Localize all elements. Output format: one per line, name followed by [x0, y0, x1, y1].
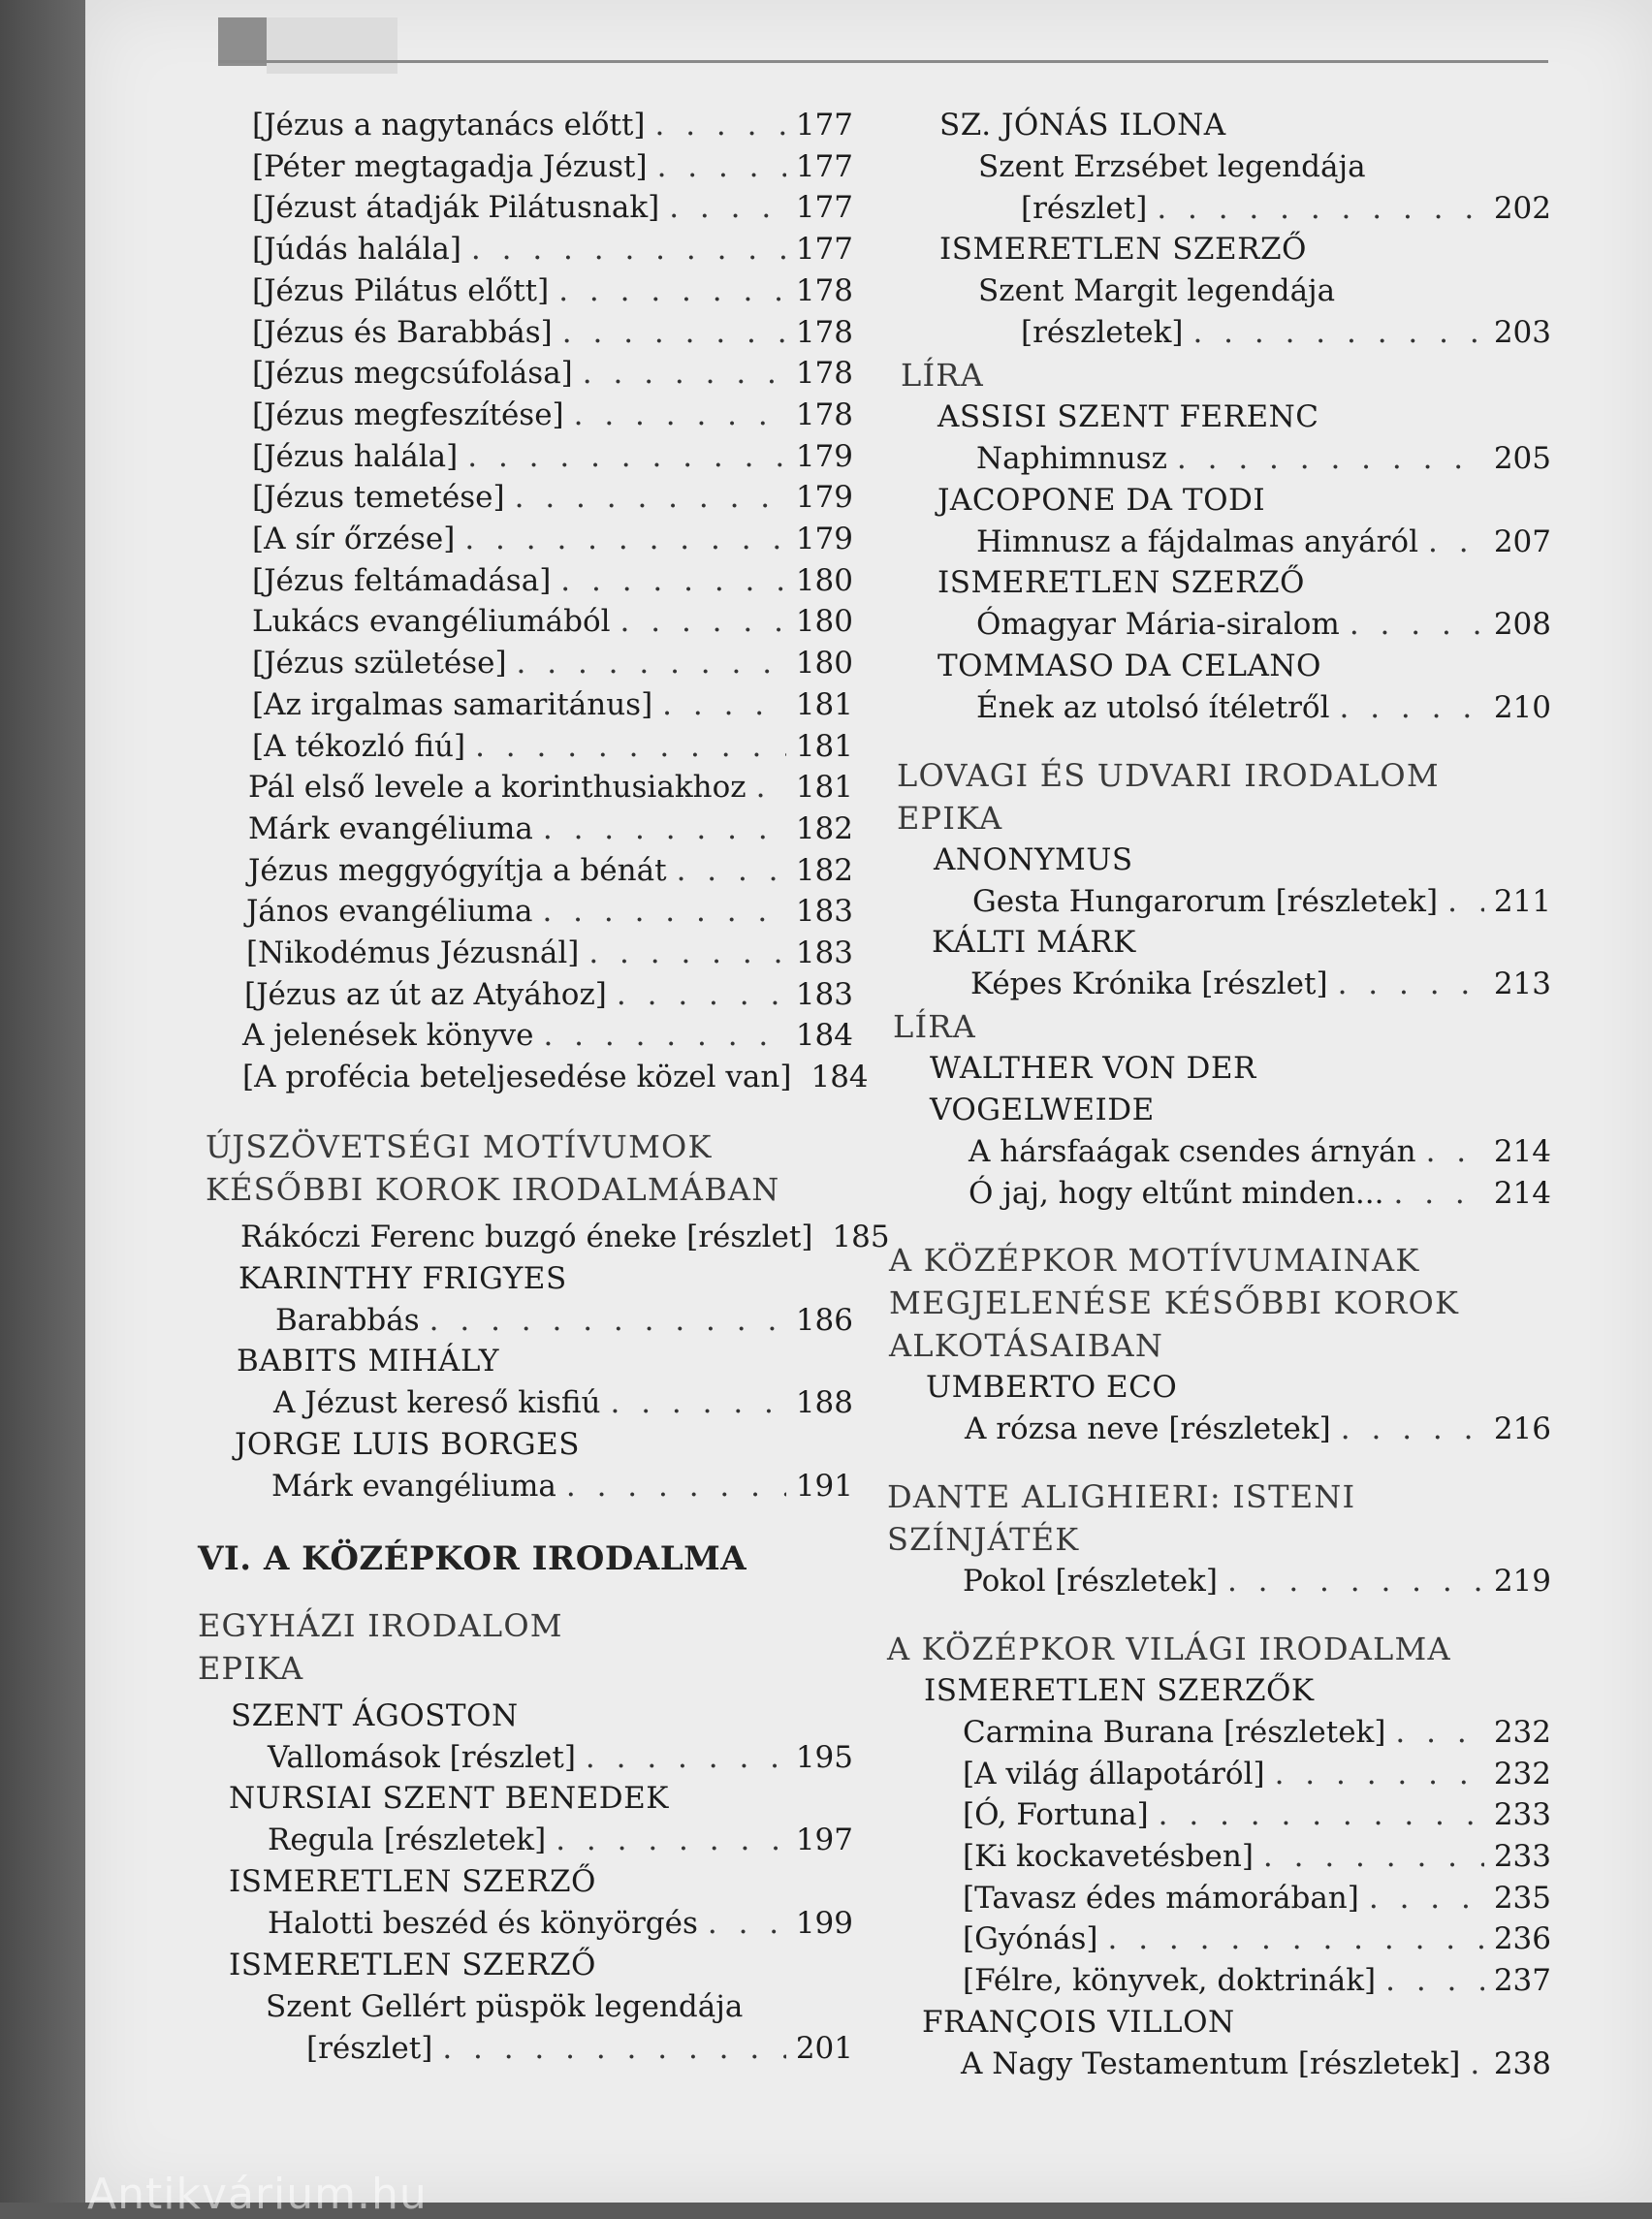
dot-leader	[1393, 1173, 1483, 1215]
toc-entry-title: [Az irgalmas samaritánus]	[252, 686, 653, 722]
toc-entry-title: Márk evangéliuma	[248, 810, 533, 846]
dot-leader	[475, 726, 786, 768]
toc-page-number: 201	[795, 2030, 853, 2066]
toc-entry-title-line: Szent Erzsébet legendája	[978, 149, 1366, 184]
dot-leader	[1340, 687, 1484, 729]
toc-entry[interactable]	[887, 1878, 1551, 1919]
toc-entry[interactable]	[887, 687, 1551, 729]
author-heading: ISMERETLEN SZERZŐ	[229, 1864, 596, 1900]
toc-entry-title: [A profécia beteljesedése közel van]	[242, 1060, 792, 1095]
toc-entry[interactable]	[887, 1409, 1551, 1450]
toc-page-number: 233	[1493, 1797, 1551, 1833]
toc-entry-title: [részlet]	[306, 2030, 433, 2066]
author-heading: WALTHER VON DER	[930, 1051, 1256, 1087]
toc-page-number: 219	[1493, 1564, 1551, 1600]
toc-entry[interactable]	[887, 1173, 1551, 1215]
toc-entry-title: [Jézus az út az Atyához]	[244, 976, 607, 1012]
toc-entry-title: [Jézus halála]	[252, 438, 459, 474]
toc-entry[interactable]	[887, 1561, 1551, 1602]
dot-leader	[655, 105, 786, 146]
dot-leader	[756, 767, 786, 808]
dot-leader	[1428, 522, 1484, 563]
toc-page-number: 180	[795, 646, 853, 682]
toc-page-number: 236	[1493, 1921, 1551, 1957]
dot-leader	[542, 891, 785, 933]
toc-entry-title: A hársfaágak csendes árnyán	[969, 1134, 1416, 1170]
author-heading: KÁLTI MÁRK	[932, 925, 1136, 961]
toc-page-number: 182	[795, 810, 853, 846]
toc-entry[interactable]	[194, 601, 853, 643]
dot-leader	[562, 312, 786, 354]
author-heading: ISMERETLEN SZERZŐ	[939, 232, 1307, 268]
toc-page-number: 186	[795, 1302, 853, 1338]
spacer	[887, 1450, 1551, 1475]
watermark: Antikvárium.hu	[87, 2170, 428, 2219]
spacer	[887, 1602, 1551, 1628]
toc-entry-title: Regula [részletek]	[268, 1823, 547, 1858]
author-heading: TOMMASO DA CELANO	[937, 648, 1321, 683]
toc-entry-title: Himnusz a fájdalmas anyáról	[976, 523, 1418, 559]
toc-entry-title: Ó jaj, hogy eltűnt minden...	[969, 1175, 1384, 1211]
dot-leader	[1108, 1918, 1484, 1960]
toc-entry[interactable]	[194, 643, 853, 684]
page-gutter	[0, 0, 85, 2203]
toc-entry-title: Carmina Burana [részletek]	[963, 1714, 1386, 1750]
dot-leader	[657, 146, 786, 188]
toc-entry[interactable]	[194, 353, 853, 395]
toc-page-number: 178	[795, 396, 853, 432]
spacer	[887, 729, 1551, 754]
toc-entry[interactable]	[194, 1300, 853, 1342]
toc-entry[interactable]	[194, 312, 853, 354]
toc-entry[interactable]	[887, 2044, 1551, 2085]
dot-leader	[708, 1903, 786, 1945]
author-heading: UMBERTO ECO	[926, 1370, 1178, 1406]
dot-leader	[620, 601, 786, 643]
toc-entry[interactable]	[887, 312, 1551, 354]
toc-page-number: 188	[795, 1385, 853, 1421]
toc-entry[interactable]	[194, 2028, 853, 2070]
toc-page-number: 208	[1493, 607, 1551, 643]
toc-page-number: 191	[795, 1468, 853, 1504]
toc-entry-title: [Ó, Fortuna]	[963, 1797, 1149, 1833]
author-heading: ISMERETLEN SZERZŐK	[924, 1672, 1315, 1708]
author-heading: JORGE LUIS BORGES	[235, 1426, 581, 1462]
dot-leader	[471, 229, 786, 270]
author-heading: ISMERETLEN SZERZŐ	[937, 565, 1305, 601]
toc-entry-title: [A tékozló fiú]	[252, 728, 466, 764]
toc-page-number: 181	[795, 728, 853, 764]
toc-entry-title: [Péter megtagadja Jézust]	[252, 148, 648, 184]
toc-entry-title: A jelenések könyve	[242, 1018, 534, 1054]
toc-entry-title: Pál első levele a korinthusiakhoz	[248, 770, 747, 806]
section-heading: DANTE ALIGHIERI: ISTENI SZÍNJÁTÉK	[887, 1478, 1356, 1559]
dot-leader	[1227, 1561, 1484, 1602]
toc-page-number: 205	[1493, 440, 1551, 476]
toc-entry[interactable]	[194, 850, 853, 892]
toc-page-number: 197	[795, 1823, 853, 1858]
toc-entry-title: [Jézus a nagytanács előtt]	[252, 108, 646, 143]
toc-entry-title: [A világ állapotáról]	[963, 1756, 1265, 1791]
toc-entry[interactable]	[194, 1737, 853, 1779]
header-decoration-light	[267, 17, 397, 74]
toc-entry[interactable]	[194, 933, 853, 974]
toc-page-number: 210	[1493, 689, 1551, 725]
toc-page-number: 183	[795, 894, 853, 930]
dot-leader	[1395, 1712, 1483, 1754]
toc-entry[interactable]	[194, 105, 853, 146]
toc-entry-title: Ének az utolsó ítéletről	[976, 689, 1330, 725]
section-heading: EGYHÁZI IRODALOM	[198, 1606, 563, 1644]
toc-entry-title: Naphimnusz	[976, 440, 1167, 476]
toc-page-number: 181	[795, 686, 853, 722]
dot-leader	[1385, 1960, 1484, 2002]
dot-leader	[669, 187, 786, 229]
author-heading: KARINTHY FRIGYES	[238, 1260, 567, 1296]
section-heading: EPIKA	[897, 799, 1003, 837]
toc-entry[interactable]	[887, 1712, 1551, 1754]
toc-entry-title: [Gyónás]	[963, 1921, 1098, 1957]
toc-entry-title: [Júdás halála]	[252, 232, 461, 268]
author-heading: SZENT ÁGOSTON	[231, 1697, 519, 1733]
toc-entry-title: Vallomások [részlet]	[268, 1739, 576, 1775]
toc-entry-title: Pokol [részletek]	[963, 1564, 1218, 1600]
toc-page-number: 213	[1493, 967, 1551, 1002]
header-rule	[218, 60, 1548, 63]
author-heading: ASSISI SZENT FERENC	[937, 398, 1319, 434]
toc-entry-title: A Jézust kereső kisfiú	[273, 1385, 601, 1421]
toc-page-number: 232	[1493, 1756, 1551, 1791]
section-heading: ALKOTÁSAIBAN	[889, 1327, 1164, 1365]
toc-entry-title: [Jézus temetése]	[252, 480, 505, 516]
toc-page-number: 177	[795, 190, 853, 226]
spacer	[194, 1507, 853, 1537]
author-heading: VOGELWEIDE	[930, 1093, 1155, 1128]
toc-entry[interactable]	[887, 1918, 1551, 1960]
dot-leader	[662, 684, 786, 726]
toc-page-number: 207	[1493, 523, 1551, 559]
toc-page-number: 235	[1493, 1880, 1551, 1916]
dot-leader	[583, 353, 786, 395]
dot-leader	[1192, 312, 1483, 354]
toc-entry[interactable]	[194, 767, 853, 808]
toc-entry[interactable]	[887, 881, 1551, 923]
toc-entry[interactable]	[194, 436, 853, 478]
spacer	[887, 1214, 1551, 1239]
author-heading: NURSIAI SZENT BENEDEK	[229, 1781, 669, 1817]
section-heading: LÍRA	[901, 356, 984, 394]
spacer	[194, 1098, 853, 1125]
dot-leader	[429, 1300, 786, 1342]
dot-leader	[677, 850, 786, 892]
toc-page-number: 216	[1493, 1411, 1551, 1447]
toc-entry[interactable]	[194, 146, 853, 188]
toc-entry-title: Rákóczi Ferenc buzgó éneke [részlet]	[240, 1219, 813, 1254]
toc-entry-title: [Jézus megcsúfolása]	[252, 356, 573, 392]
dot-leader	[558, 270, 786, 312]
toc-entry-title: Lukács evangéliumából	[252, 604, 611, 640]
toc-page-number: 178	[795, 356, 853, 392]
toc-entry[interactable]	[194, 560, 853, 602]
toc-entry[interactable]	[887, 604, 1551, 646]
toc-entry[interactable]	[887, 1794, 1551, 1836]
toc-entry[interactable]	[194, 1015, 853, 1057]
toc-page-number: 232	[1493, 1714, 1551, 1750]
toc-page-number: 178	[795, 272, 853, 308]
dot-leader	[1263, 1836, 1484, 1878]
dot-leader	[611, 1382, 786, 1424]
dot-leader	[442, 2028, 786, 2070]
section-heading: A KÖZÉPKOR MOTÍVUMAINAK	[889, 1242, 1420, 1280]
toc-entry[interactable]	[194, 808, 853, 850]
dot-leader	[1470, 2044, 1483, 2085]
toc-entry-title-line: Szent Gellért püspök legendája	[266, 1988, 744, 2024]
toc-entry[interactable]	[887, 1131, 1551, 1173]
dot-leader	[1369, 1878, 1484, 1919]
toc-entry[interactable]	[194, 395, 853, 436]
toc-page-number: 203	[1493, 315, 1551, 351]
dot-leader	[1341, 1409, 1484, 1450]
toc-entry[interactable]	[194, 1820, 853, 1861]
toc-page-number: 183	[795, 976, 853, 1012]
toc-entry-title: János evangéliuma	[246, 894, 533, 930]
section-heading: A KÖZÉPKOR VILÁGI IRODALMA	[887, 1630, 1451, 1667]
dot-leader	[467, 436, 786, 478]
toc-page-number: 177	[795, 108, 853, 143]
toc-column-right	[887, 105, 1551, 2084]
dot-leader	[1426, 1131, 1484, 1173]
toc-page-number: 184	[795, 1018, 853, 1054]
toc-entry-title: A Nagy Testamentum [részletek]	[961, 2045, 1461, 2081]
toc-entry[interactable]	[887, 522, 1551, 563]
author-heading: JACOPONE DA TODI	[937, 482, 1266, 518]
toc-entry[interactable]	[887, 964, 1551, 1005]
section-heading: LOVAGI ÉS UDVARI IRODALOM	[897, 756, 1440, 794]
author-heading: ANONYMUS	[934, 841, 1133, 877]
dot-leader	[543, 808, 786, 850]
toc-column-left	[194, 105, 890, 2069]
toc-entry-title: A rózsa neve [részletek]	[965, 1411, 1331, 1447]
chapter-heading: VI. A KÖZÉPKOR IRODALMA	[198, 1538, 747, 1578]
toc-entry[interactable]	[194, 229, 853, 270]
toc-entry-title: Barabbás	[275, 1302, 420, 1338]
dot-leader	[556, 1820, 786, 1861]
author-heading: ISMERETLEN SZERZŐ	[229, 1947, 596, 1982]
toc-page-number: 177	[795, 232, 853, 268]
toc-entry-title: [A sír őrzése]	[252, 522, 456, 557]
dot-leader	[1350, 604, 1484, 646]
dot-leader	[617, 974, 786, 1016]
toc-entry[interactable]	[194, 1057, 869, 1098]
section-heading: MEGJELENÉSE KÉSŐBBI KOROK	[889, 1284, 1460, 1322]
toc-page-number: 180	[795, 562, 853, 598]
toc-page-number: 233	[1493, 1838, 1551, 1874]
toc-page-number: 178	[795, 314, 853, 350]
toc-page-number: 180	[795, 604, 853, 640]
toc-entry-title: [Jézus feltámadása]	[252, 562, 552, 598]
section-heading: LÍRA	[893, 1008, 976, 1046]
author-heading: SZ. JÓNÁS ILONA	[939, 108, 1226, 143]
toc-entry[interactable]	[194, 270, 853, 312]
header-decoration-block	[218, 17, 267, 66]
toc-entry-title: Jézus meggyógyítja a bénát	[248, 852, 667, 888]
toc-entry-title-line: Szent Margit legendája	[978, 273, 1336, 309]
toc-page-number: 179	[795, 522, 853, 557]
toc-entry-title: Képes Krónika [részlet]	[970, 967, 1328, 1002]
dot-leader	[1275, 1754, 1484, 1795]
toc-entry-title: [Jézus Pilátus előtt]	[252, 272, 550, 308]
toc-entry[interactable]	[887, 438, 1551, 480]
toc-page-number: 182	[795, 852, 853, 888]
dot-leader	[517, 643, 786, 684]
author-heading: BABITS MIHÁLY	[237, 1344, 499, 1379]
toc-entry-title: [Jézus és Barabbás]	[252, 314, 553, 350]
spacer	[194, 1581, 853, 1604]
dot-leader	[560, 560, 786, 602]
toc-entry-title: [részletek]	[1021, 315, 1184, 351]
toc-page-number: 199	[795, 1906, 853, 1942]
toc-entry-title: Gesta Hungarorum [részletek]	[972, 883, 1439, 919]
toc-page-number: 177	[795, 148, 853, 184]
dot-leader	[586, 1737, 786, 1779]
toc-entry-title: Ómagyar Mária-siralom	[976, 607, 1340, 643]
toc-entry-title: Márk evangéliuma	[271, 1468, 556, 1504]
toc-entry[interactable]	[194, 477, 853, 519]
toc-entry[interactable]	[887, 1754, 1551, 1795]
toc-entry[interactable]	[194, 684, 853, 726]
toc-page-number: 237	[1493, 1963, 1551, 1999]
dot-leader	[1338, 964, 1484, 1005]
section-heading: ÚJSZÖVETSÉGI MOTÍVUMOK	[206, 1127, 713, 1165]
toc-entry-title: [Ki kockavetésben]	[963, 1838, 1254, 1874]
toc-page-number: 183	[795, 935, 853, 971]
toc-page-number: 179	[795, 438, 853, 474]
toc-entry-title: Halotti beszéd és könyörgés	[268, 1906, 698, 1942]
toc-entry-title: [Jézus megfeszítése]	[252, 396, 564, 432]
dot-leader	[566, 1466, 786, 1507]
toc-page-number: 179	[795, 480, 853, 516]
toc-entry[interactable]	[194, 1382, 853, 1424]
toc-entry[interactable]	[194, 1903, 853, 1945]
toc-entry-title: [részlet]	[1021, 190, 1148, 226]
toc-entry[interactable]	[194, 187, 853, 229]
toc-page-number: 195	[795, 1739, 853, 1775]
toc-entry-title: [Jézust átadják Pilátusnak]	[252, 190, 660, 226]
toc-page-number: 202	[1493, 190, 1551, 226]
toc-page-number: 238	[1493, 2045, 1551, 2081]
toc-entry[interactable]	[194, 726, 853, 768]
dot-leader	[543, 1015, 785, 1057]
toc-page-number: 184	[810, 1060, 869, 1095]
toc-page-number: 181	[795, 770, 853, 806]
toc-entry[interactable]	[887, 188, 1551, 230]
toc-entry-title: [Tavasz édes mámorában]	[963, 1880, 1359, 1916]
toc-page-number: 211	[1493, 883, 1551, 919]
toc-page-number: 214	[1493, 1175, 1551, 1211]
dot-leader	[588, 933, 785, 974]
toc-page-number: 185	[832, 1219, 890, 1254]
toc-entry[interactable]	[194, 1217, 890, 1258]
dot-leader	[464, 519, 785, 560]
toc-page-number: 214	[1493, 1134, 1551, 1170]
author-heading: FRANÇOIS VILLON	[922, 2004, 1235, 2040]
toc-entry-title: [Jézus születése]	[252, 646, 507, 682]
toc-entry-title: [Félre, könyvek, doktrinák]	[963, 1963, 1377, 1999]
toc-entry[interactable]	[194, 891, 853, 933]
dot-leader	[1159, 1794, 1484, 1836]
toc-entry[interactable]	[194, 1466, 853, 1507]
dot-leader	[515, 477, 786, 519]
section-heading: EPIKA	[198, 1649, 304, 1687]
toc-entry[interactable]	[887, 1836, 1551, 1878]
dot-leader	[1177, 438, 1484, 480]
dot-leader	[574, 395, 786, 436]
dot-leader	[1157, 188, 1484, 230]
section-heading: KÉSŐBBI KOROK IRODALMÁBAN	[206, 1170, 780, 1208]
toc-entry[interactable]	[887, 1960, 1551, 2002]
toc-entry[interactable]	[194, 974, 853, 1016]
dot-leader	[1447, 881, 1484, 923]
toc-entry-title: [Nikodémus Jézusnál]	[246, 935, 580, 971]
toc-entry[interactable]	[194, 519, 853, 560]
